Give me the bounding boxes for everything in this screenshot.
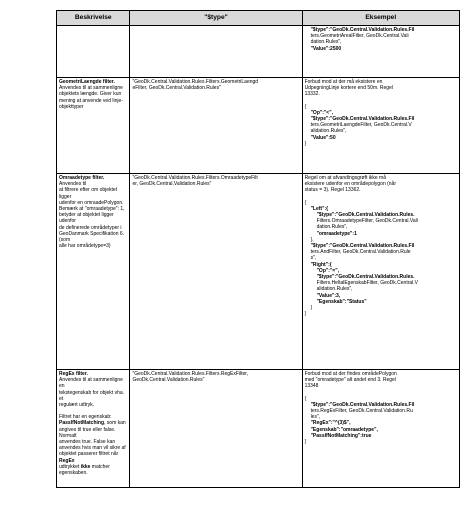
filter-table xyxy=(56,10,460,488)
example-text: Regel om at afvandingsgrøft ikke må xyxy=(304,175,386,181)
table-row xyxy=(57,78,460,174)
example-text: Forbud mod at der må eksistere en xyxy=(304,79,383,85)
code-line: "$type":"GeoDk.Central.Validation.Rules.Fil xyxy=(310,116,415,123)
type-line: "GeoDk.Central.Validation.Rules.Filters.GeometriLaengd xyxy=(132,79,259,85)
desc-line: udtrykket xyxy=(59,463,81,470)
code-line: alidation.Rules", xyxy=(316,286,353,293)
table-row xyxy=(57,174,460,370)
desc-line: at filtrere efter om objektet ligger xyxy=(59,187,118,200)
code-line: "PassIfNotMatching":true xyxy=(310,432,372,439)
code-line: "Egenskab":"Status" xyxy=(316,298,367,305)
code-line: } xyxy=(310,305,313,312)
code-block xyxy=(311,212,457,237)
cell-type xyxy=(130,370,302,488)
code-line: Filters.OmraadetypeFilter, GeoDk.Central.Vali xyxy=(316,218,418,225)
code-line: s", xyxy=(310,255,317,262)
code-line: "omraadetype":1 xyxy=(316,230,357,237)
code-line: "Right":{ xyxy=(310,261,332,268)
example-text: 13332. xyxy=(304,91,320,98)
cell-description xyxy=(57,78,130,174)
desc-line: objekttyper xyxy=(59,103,84,110)
code-line: "$type":"GeoDk.Central.Validation.Rules.Fil xyxy=(310,27,415,33)
cell-description xyxy=(57,370,130,488)
type-line: eFilter, GeoDk.Central.Validation.Rules" xyxy=(132,85,221,92)
code-line: "RegEx":"^(3)$", xyxy=(310,420,351,427)
type-line: GeoDk.Central.Validation.Rules" xyxy=(132,377,205,384)
emphasis: ikke xyxy=(80,463,91,470)
code-line: "Left":{ xyxy=(310,205,329,212)
cell-example xyxy=(302,26,459,78)
desc-line: Filtret har en egenskab: xyxy=(59,414,112,421)
desc-line: angives til true eller false. Normalt xyxy=(59,426,116,439)
code-line: "Op":"=", xyxy=(316,267,339,274)
code-line: "$type":"GeoDk.Central.Validation.Rules. xyxy=(316,274,415,281)
desc-line: Anvendes til at sammenligne en xyxy=(59,377,123,390)
type-line: "GeoDk.Central.Validation.Rules.Filters.OmraadetypeFilt xyxy=(132,175,258,181)
code-line: { xyxy=(304,199,307,206)
cell-description xyxy=(57,26,130,78)
code-line: ters.RegExFilter, GeoDk.Central.Validation.Ru xyxy=(310,408,413,415)
header-eksempel: Eksempel xyxy=(302,11,459,26)
desc-line: Bemærk at "omraadetype": 1, xyxy=(59,206,125,213)
desc-line: Anvendes til at sammenligne xyxy=(59,85,123,92)
cell-type xyxy=(130,26,302,78)
code-line: les", xyxy=(310,414,321,421)
cell-example xyxy=(302,370,459,488)
code-line: "Value":3, xyxy=(316,292,341,299)
desc-line: GeoDanmark Specifikation 6. (som xyxy=(59,230,125,244)
code-line: ters.AndFilter, GeoDk.Central.Validation.Rule xyxy=(310,249,411,256)
code-line: "Egenskab":"omraadetype", xyxy=(310,426,378,433)
example-text: UdpegningLinje kortere end 50m. Regel xyxy=(304,85,393,92)
desc-line: regulært udtryk. xyxy=(59,402,95,409)
desc-line: objektet passerer filtret når xyxy=(59,451,119,458)
property-name: PassIfNotMatching xyxy=(59,420,105,427)
filter-name: GeometriLaengde filter. xyxy=(59,79,115,85)
code-line: } xyxy=(304,311,307,318)
table-row xyxy=(57,26,460,78)
desc-line: Anvendes til xyxy=(59,181,87,188)
code-line: { xyxy=(304,103,307,110)
code-line: "$type":"GeoDk.Central.Validation.Rules.Fil xyxy=(310,243,415,250)
desc-line: betyder at objektet ligger udenfor xyxy=(59,212,114,225)
type-line: "GeoDk.Central.Validation.Rules.Filters.RegExFilter, xyxy=(132,371,249,377)
cell-type xyxy=(130,78,302,174)
desc-line: egenskaben. xyxy=(59,470,88,477)
code-line: alidation.Rules", xyxy=(310,128,347,135)
code-block xyxy=(305,402,457,439)
code-block xyxy=(311,268,457,305)
desc-line: anvendes true. False kan xyxy=(59,439,116,446)
cell-description xyxy=(57,174,130,370)
desc-line: matcher xyxy=(90,463,110,470)
desc-line: objektets længde. Giver kun xyxy=(59,91,122,98)
code-line: { xyxy=(304,395,307,402)
code-block xyxy=(305,27,457,52)
cell-type xyxy=(130,174,302,370)
filter-name: RegEx filter. xyxy=(59,371,88,377)
table-header-row xyxy=(57,11,460,26)
code-line: ters.GeometriArealFilter, GeoDk.Central.Vali xyxy=(310,33,409,40)
desc-line: udenfor en omraadePolygon. xyxy=(59,199,124,206)
code-line: } xyxy=(304,439,307,446)
code-line: Filters.HeltalEgenskabFilter, GeoDk.Central.V xyxy=(316,280,418,287)
cell-example xyxy=(302,78,459,174)
desc-line: , som kan xyxy=(104,420,126,427)
code-line: "$type":"GeoDk.Central.Validation.Rules.Fil xyxy=(310,401,415,408)
code-line: } xyxy=(304,140,307,147)
property-name: RegEx xyxy=(59,457,75,464)
code-line: "$type":"GeoDk.Central.Validation.Rules. xyxy=(316,212,415,219)
desc-line: alle har områdetype=3) xyxy=(59,243,111,250)
code-line: "Value":50 xyxy=(310,134,336,141)
example-text: med "omradetype" alt andet end 3. Regel xyxy=(304,377,396,384)
code-line: ters.GeometriLaengdeFilter, GeoDk.Central.V xyxy=(310,122,412,129)
desc-line: tekstegenskab for objekt vha. et xyxy=(59,389,125,402)
header-type: "$type" xyxy=(130,11,302,26)
code-line: dation.Rules", xyxy=(310,39,342,46)
type-line: er, GeoDk.Central.Validation.Rules" xyxy=(132,181,212,188)
desc-line: mening at anvende ved linje- xyxy=(59,97,123,104)
example-text: 13348 xyxy=(304,383,319,390)
desc-line: anvendes hvis man vil sikre af xyxy=(59,445,126,452)
code-line: }, xyxy=(310,236,314,243)
code-block xyxy=(305,110,457,141)
table-row xyxy=(57,370,460,488)
cell-example xyxy=(302,174,459,370)
filter-name: Omraadetype filter. xyxy=(59,175,105,181)
example-text: Forbud mod at der findes områdePolygon xyxy=(304,371,397,377)
code-block xyxy=(305,206,457,311)
example-text: eksistere udenfor en områdepolygon (når xyxy=(304,181,397,188)
code-line: dation.Rules", xyxy=(316,224,348,231)
header-beskrivelse: Beskrivelse xyxy=(57,11,130,26)
code-line: "Op":"<", xyxy=(310,109,333,116)
example-text: status = 3). Regel 13362. xyxy=(304,187,361,194)
desc-line: de definerede områdetyper i xyxy=(59,224,122,231)
code-line: "Value":2500 xyxy=(310,45,342,52)
